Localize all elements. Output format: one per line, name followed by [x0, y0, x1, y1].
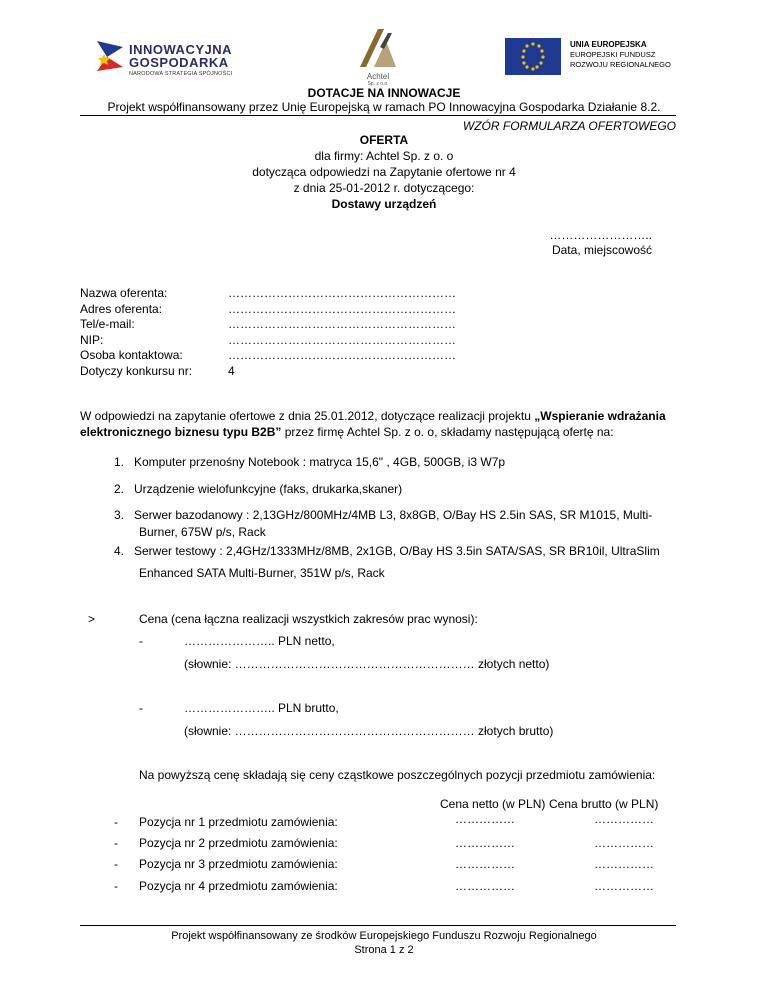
row-dash: -: [114, 879, 118, 893]
logo-subtitle: NARODOWA STRATEGIA SPÓJNOŚCI: [129, 71, 233, 77]
item-text: Serwer testowy : 2,4GHz/1333MHz/8MB, 2x1GB, O/Bay HS 3.5in SATA/SAS, SR BR10il, UltraSlim: [134, 544, 660, 558]
achtel-name: Achtel: [366, 72, 390, 81]
row-label: Pozycja nr 3 przedmiotu zamówienia:: [139, 857, 338, 871]
netto-dash: -: [139, 634, 143, 648]
row-dash: -: [114, 836, 118, 850]
eu-line-3: ROZWOJU REGIONALNEGO: [570, 60, 671, 69]
fields-labels: [80, 286, 192, 379]
row-netto[interactable]: ……………: [455, 812, 515, 826]
list-item: [114, 482, 402, 496]
item-number: 4.: [114, 544, 125, 558]
item-number: 2.: [114, 482, 125, 496]
offer-line-1: dla firmy: Achtel Sp. z o. o: [314, 149, 454, 163]
fields-values: [228, 286, 456, 379]
row-brutto[interactable]: ……………: [594, 836, 654, 850]
field-value-contact[interactable]: …………………………………………………: [228, 317, 456, 331]
logo-line-2: GOSPODARKA: [129, 55, 229, 70]
star-flag-icon: [95, 39, 125, 73]
row-dash: -: [114, 857, 118, 871]
eu-line-1: UNIA EUROPEJSKA: [570, 40, 647, 49]
row-dash: -: [114, 815, 118, 829]
offer-line-3: z dnia 25-01-2012 r. dotyczącego:: [293, 181, 475, 195]
intro-bold-2: elektronicznego biznesu typu B2B”: [80, 425, 282, 439]
intro-part-2: przez firmę Achtel Sp. z o. o, składamy następującą ofertę na:: [281, 425, 614, 439]
item-number: 1.: [114, 455, 125, 469]
row-brutto[interactable]: ……………: [594, 857, 654, 871]
price-bullet: >: [88, 612, 96, 626]
list-item: [114, 544, 660, 558]
offer-line-2: dotycząca odpowiedzi na Zapytanie ofertowe nr 4: [252, 165, 516, 179]
row-label: Pozycja nr 1 przedmiotu zamówienia:: [139, 815, 338, 829]
field-label: NIP:: [80, 332, 104, 347]
item-number: 3.: [114, 508, 125, 522]
field-value-name[interactable]: …………………………………………………: [228, 286, 456, 300]
item-text: Komputer przenośny Notebook : matryca 15,6" , 4GB, 500GB, i3 W7p: [134, 455, 506, 469]
offer-title: OFERTA: [359, 133, 409, 147]
netto-value[interactable]: ………………….. PLN netto,: [184, 634, 335, 648]
innowacyjna-gospodarka-logo: [95, 35, 255, 81]
intro-paragraph: [80, 408, 690, 440]
header-subtitle: Projekt współfinansowany przez Unię Europejską w ramach PO Innowacyjna Gospodarka Działanie 8.2.: [107, 100, 661, 114]
achtel-suffix: Sp. z o.o.: [367, 81, 389, 87]
row-brutto[interactable]: ……………: [594, 879, 654, 893]
header-divider: [80, 115, 676, 116]
field-label: Nazwa oferenta:: [80, 286, 168, 300]
field-value-address[interactable]: …………………………………………………: [228, 301, 456, 316]
row-brutto[interactable]: ……………: [594, 812, 654, 826]
row-netto[interactable]: ……………: [455, 836, 515, 850]
field-value-contest: 4: [228, 363, 235, 378]
footer-line: Projekt współfinansowany ze środków Europejskiego Funduszu Rozwoju Regionalnego: [171, 930, 597, 942]
netto-words[interactable]: (słownie: …………………………………………………… złotych netto): [184, 657, 550, 671]
intro-bold-1: „Wspieranie wdrażania: [534, 409, 666, 423]
footer-divider: [80, 925, 676, 926]
price-text: Cena (cena łączna realizacji wszystkich zakresów prac wynosi):: [139, 612, 478, 626]
row-netto[interactable]: ……………: [455, 879, 515, 893]
brutto-words[interactable]: (słownie: …………………………………………………… złotych brutto): [184, 724, 554, 738]
field-value-person[interactable]: …………………………………………………: [228, 348, 456, 362]
col-brutto-header: Cena brutto (w PLN): [549, 797, 659, 811]
row-label: Pozycja nr 4 przedmiotu zamówienia:: [139, 879, 338, 893]
col-netto-header: Cena netto (w PLN): [440, 797, 546, 811]
logo-line-1: INNOWACYJNA: [129, 42, 233, 57]
achtel-logo: [352, 27, 404, 87]
header-title: DOTACJE NA INNOWACJE: [307, 86, 461, 100]
item-text: Urządzenie wielofunkcyjne (faks, drukarka,skaner): [134, 482, 403, 496]
field-value-nip[interactable]: …………………………………………………: [228, 332, 456, 347]
breakdown-intro: Na powyższą cenę składają się ceny cząstkowe poszczególnych pozycji przedmiotu zamówienia:: [139, 768, 656, 782]
page-number: Strona 1 z 2: [354, 944, 414, 956]
field-label: Adres oferenta:: [80, 301, 163, 316]
field-label: Dotyczy konkursu nr:: [80, 363, 193, 378]
item-text: Serwer bazodanowy : 2,13GHz/800MHz/4MB L3, 8x8GB, O/Bay HS 2.5in SAS, SR M1015, Multi-: [134, 508, 653, 522]
brutto-value[interactable]: ………………….. PLN brutto,: [184, 701, 339, 715]
item-text-cont: Enhanced SATA Multi-Burner, 351W p/s, Rack: [139, 566, 385, 580]
achtel-emblem-icon: [352, 27, 404, 69]
offer-subject: Dostawy urządzeń: [331, 197, 437, 211]
row-netto[interactable]: ……………: [455, 857, 515, 871]
list-item: [114, 455, 505, 469]
list-item: [114, 508, 652, 522]
eu-text: [570, 40, 671, 70]
item-text-cont: Burner, 675W p/s, Rack: [139, 525, 266, 539]
date-label: Data, miejscowość: [551, 243, 652, 257]
intro-part-1: W odpowiedzi na zapytanie ofertowe z dnia 25.01.2012, dotyczące realizacji projektu: [80, 409, 535, 423]
form-label: WZÓR FORMULARZA OFERTOWEGO: [462, 119, 676, 133]
brutto-dash: -: [139, 701, 143, 715]
field-label: Osoba kontaktowa:: [80, 348, 183, 362]
field-label: Tel/e-mail:: [80, 317, 135, 331]
date-dots[interactable]: ……………………..: [549, 228, 652, 242]
eu-line-2: EUROPEJSKI FUNDUSZ: [570, 50, 656, 59]
eu-flag-icon: [505, 38, 561, 75]
row-label: Pozycja nr 2 przedmiotu zamówienia:: [139, 836, 338, 850]
